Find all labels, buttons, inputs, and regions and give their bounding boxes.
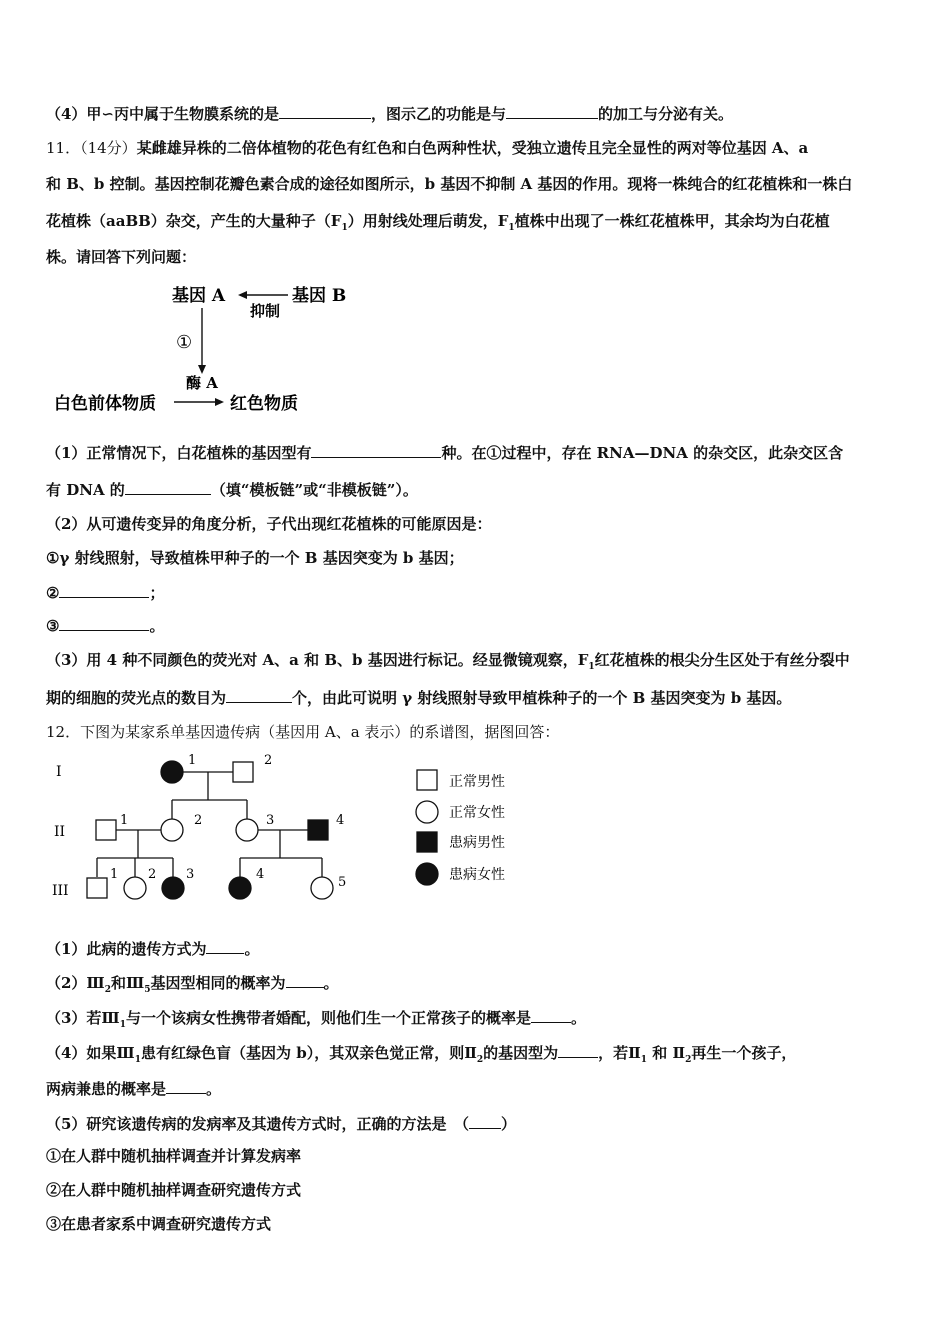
q11-part2: （2）从可遗传变异的角度分析，子代出现红花植株的可能原因是： [46,515,492,533]
q11-part3-text-a: （3）用 4 种不同颜色的荧光对 A、a 和 B、b 基因进行标记。经显微镜观察，F [46,651,589,669]
q11-intro-line2: 和 B、b 控制。基因控制花瓣色素合成的途径如图所示，b 基因不抑制 A 基因的作用。现将一株纯合的红花植株和一株白 [46,175,853,193]
q12-option-3: ③在患者家系中调查研究遗传方式 [46,1215,272,1233]
subscript: 1 [134,1055,141,1065]
gen1-normal-male [233,762,253,782]
subscript: 1 [588,662,595,672]
q12-part4-line2 [46,1077,906,1099]
q12-part3-text-b: 与一个该病女性携带者婚配，则他们生一个正常孩子的概率是 [125,1009,531,1027]
subscript: 2 [476,1055,484,1065]
legend-normal-female-label: 正常女性 [449,805,505,821]
gen1-affected-female [161,761,183,783]
precursor-label: 白色前体物质 [54,394,156,414]
subscript: 1 [119,1020,126,1030]
q12-part4-text-c: 的基因型为 [483,1044,559,1062]
q11-intro-text-b: ）用射线处理后萌发，F [347,212,509,230]
q12-part4-line1 [46,1041,906,1070]
legend-normal-male-symbol [417,770,437,790]
q12-part5 [46,1112,906,1134]
q11-part3-line2 [46,686,906,708]
inhibit-arrowhead [238,291,247,299]
subscript: 1 [640,1055,648,1065]
q11-part1-text-c: 有 DNA 的 [46,481,125,499]
q12-part2-text-a: （2）Ⅲ [46,974,105,992]
q11-number: 11．（14分） [46,139,137,157]
answer-blank[interactable] [286,971,324,988]
gen2-number-3: 3 [266,813,275,828]
answer-blank[interactable] [469,1112,501,1129]
gen2-number-4: 4 [336,813,345,828]
generation-label-II: II [54,824,66,840]
legend-affected-female-symbol [416,863,438,885]
q12-part1 [46,937,906,959]
q12-part4-text-g: 两病兼患的概率是 [46,1080,167,1098]
q12-part2 [46,971,906,1000]
answer-blank[interactable] [506,102,598,119]
gen3-normal-female-2 [124,877,146,899]
reason2-end: ； [149,584,165,602]
q12-part2-text-b: 和Ⅲ [110,974,145,992]
subscript: 2 [104,985,111,995]
gen3-number-5: 5 [338,875,347,890]
q12-part4-text-d: ，若Ⅱ [598,1044,641,1062]
q11-part1-text-a: （1）正常情况下，白花植株的基因型有 [46,444,312,462]
q12-part1-end: 。 [244,940,260,958]
answer-blank[interactable] [279,102,371,119]
gen3-affected-female-4 [229,877,251,899]
gen2-number-1: 1 [120,813,129,828]
q10-part4-text-a: （4）甲∽丙中属于生物膜系统的是 [46,105,280,123]
q11-part3-line1 [46,650,906,677]
subscript: 1 [508,223,515,233]
reason3-marker: ③ [46,617,60,635]
legend-affected-male-label: 患病男性 [449,835,505,851]
q12-part4-text-b: 患有红绿色盲（基因为 b），其双亲色觉正常，则Ⅱ [140,1044,477,1062]
gen2-normal-male-1 [96,820,116,840]
gen3-normal-male-1 [87,878,107,898]
q12-part2-text-c: 基因型相同的概率为 [150,974,286,992]
expression-arrowhead [198,365,206,374]
enzyme-a-label: 酶 A [186,374,218,392]
q12-part3 [46,1006,906,1035]
q12-intro: 12．下图为某家系单基因遗传病（基因用 A、a 表示）的系谱图，据图回答： [46,723,560,741]
inhibit-label: 抑制 [250,302,281,320]
gen3-number-2: 2 [148,867,157,882]
q12-part5-text: （5）研究该遗传病的发病率及其遗传方式时，正确的方法是 （ [46,1115,469,1133]
gen1-number-2: 2 [264,753,273,768]
pedigree-chart [40,750,540,910]
legend-affected-male-symbol [417,832,437,852]
answer-blank[interactable] [226,686,292,703]
q12-part1-text: （1）此病的遗传方式为 [46,940,207,958]
answer-blank[interactable] [311,441,441,458]
q12-part3-end: 。 [571,1009,587,1027]
q12-option-1: ①在人群中随机抽样调查并计算发病率 [46,1147,302,1165]
gen2-normal-female-3 [236,819,258,841]
answer-blank[interactable] [206,937,244,954]
answer-blank[interactable] [125,478,211,495]
q11-part2-reason3 [46,614,906,636]
gen2-normal-female-2 [161,819,183,841]
legend-normal-female-symbol [416,801,438,823]
reaction-arrowhead [215,398,224,406]
product-label: 红色物质 [230,394,298,414]
gene-a-label: 基因 A [172,286,226,306]
q12-part4-end: 。 [206,1080,222,1098]
gen3-number-4: 4 [256,867,265,882]
gen3-normal-female-5 [311,877,333,899]
reason2-marker: ② [46,584,60,602]
q12-part4-text-a: （4）如果Ⅲ [46,1044,135,1062]
q12-part2-end: 。 [323,974,339,992]
q12-part4-text-f: 再生一个孩子， [691,1044,797,1062]
gen3-affected-female-3 [162,877,184,899]
q11-part2-reason2 [46,581,906,603]
step-one-label: ① [176,332,193,353]
q11-part1-text-b: 种。在①过程中，存在 RNA—DNA 的杂交区，此杂交区含 [441,444,844,462]
generation-label-III: III [52,883,69,899]
q11-intro-text: 某雌雄异株的二倍体植物的花色有红色和白色两种性状，受独立遗传且完全显性的两对等位基因 A、a [136,139,809,157]
q11-part2-reason1: ①γ 射线照射，导致植株甲种子的一个 B 基因突变为 b 基因； [46,549,464,567]
q10-part4 [46,102,906,124]
gen1-number-1: 1 [188,753,197,768]
answer-blank[interactable] [531,1006,571,1023]
q11-part1-line1 [46,441,906,463]
q11-part3-text-d: 个，由此可说明 γ 射线照射导致甲植株种子的一个 B 基因突变为 b 基因。 [292,689,792,707]
gene-b-label: 基因 B [292,286,347,306]
q12-part3-text-a: （3）若Ⅲ [46,1009,120,1027]
q10-part4-text-c: 的加工与分泌有关。 [598,105,734,123]
gen2-number-2: 2 [194,813,203,828]
legend-affected-female-label: 患病女性 [449,867,505,883]
q11-intro-line3 [46,211,906,238]
subscript: 2 [685,1055,692,1065]
reason3-end: 。 [149,617,165,635]
q11-intro-line1 [46,138,906,158]
q11-intro-text-a: 花植株（aaBB）杂交，产生的大量种子（F [46,212,342,230]
generation-label-I: I [56,764,62,780]
legend-normal-male-label: 正常男性 [449,774,505,790]
gen3-number-3: 3 [186,867,195,882]
gen2-affected-male-4 [308,820,328,840]
q10-part4-text-b: ，图示乙的功能是与 [371,105,507,123]
gene-pathway-diagram [40,276,370,422]
q12-option-2: ②在人群中随机抽样调查研究遗传方式 [46,1181,302,1199]
q12-part5-end: ） [500,1115,516,1133]
q11-intro-text-c: 植株中出现了一株红花植株甲，其余均为白花植 [514,212,830,230]
gen3-number-1: 1 [110,867,119,882]
subscript: 1 [341,223,348,233]
q11-part1-text-d: （填“模板链”或“非模板链”）。 [210,481,418,499]
answer-blank[interactable] [59,614,149,631]
q11-part1-line2 [46,478,906,500]
q11-intro-line4: 株。请回答下列问题： [46,248,197,266]
q12-part4-text-e: 和 Ⅱ [647,1044,686,1062]
q11-part3-text-c: 期的细胞的荧光点的数目为 [46,689,227,707]
answer-blank[interactable] [59,581,149,598]
subscript: 5 [144,985,151,995]
answer-blank[interactable] [166,1077,206,1094]
answer-blank[interactable] [558,1041,598,1058]
q11-part3-text-b: 红花植株的根尖分生区处于有丝分裂中 [594,651,850,669]
